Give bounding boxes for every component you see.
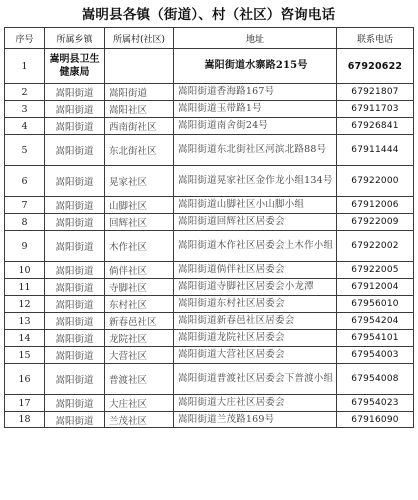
row-address: 嵩阳街道东北街社区河滨北路88号 [174,135,337,166]
row-number: 11 [5,279,45,296]
header-no: 序号 [5,28,45,49]
row-phone: 67916090 [337,412,414,428]
row-town: 嵩阳街道 [45,231,105,262]
row-address: 嵩阳街道新春邑社区居委会 [174,313,337,330]
table-row [5,166,414,197]
header-address: 地址 [174,28,337,49]
row-village: 大庄社区 [105,395,174,412]
row-village: 嵩阳社区 [105,101,174,118]
row-village: 晃家社区 [105,166,174,197]
header-phone: 联系电话 [337,28,414,49]
table-row [5,231,414,262]
row-town: 嵩阳街道 [45,364,105,395]
row-phone: 67954023 [337,395,414,412]
row-number: 1 [5,49,45,84]
row-number: 16 [5,364,45,395]
row-village: 东村社区 [105,296,174,313]
row-village: 山脚社区 [105,197,174,214]
table-row [5,197,414,214]
row-town: 嵩阳街道 [45,166,105,197]
row-phone: 67912006 [337,197,414,214]
row-phone: 67911703 [337,101,414,118]
table-row [5,296,414,313]
table-row [5,101,414,118]
row-village: 西南街社区 [105,118,174,135]
row-address: 嵩阳街道普渡社区居委会下普渡小组 [174,364,337,395]
table-header-row [5,28,414,49]
document-title: 嵩明县各镇（街道）、村（社区）咨询电话 [81,7,336,23]
row-number: 18 [5,412,45,428]
row-number: 6 [5,166,45,197]
contact-table [4,27,414,428]
row-town: 嵩阳街道 [45,197,105,214]
row-town: 嵩阳街道 [45,84,105,101]
row-phone: 67926841 [337,118,414,135]
row-number: 9 [5,231,45,262]
row-phone: 67954204 [337,313,414,330]
row-town: 嵩阳街道 [45,135,105,166]
row-phone: 67922005 [337,262,414,279]
row-address: 嵩阳街道大营社区居委会 [174,347,337,364]
table-row [5,330,414,347]
row-village: 龙院社区 [105,330,174,347]
row-phone: 67912004 [337,279,414,296]
row-phone: 67954008 [337,364,414,395]
row-number: 3 [5,101,45,118]
table-row [5,135,414,166]
table-row [5,412,414,428]
row-number: 7 [5,197,45,214]
row-town: 嵩阳街道 [45,214,105,231]
row-address: 嵩阳街道玉带路1号 [174,101,337,118]
table-row [5,395,414,412]
row-number: 8 [5,214,45,231]
row-phone: 67954101 [337,330,414,347]
row-village: 普渡社区 [105,364,174,395]
row-address: 嵩阳街道兰茂路169号 [174,412,337,428]
row-phone: 67922009 [337,214,414,231]
table-row [5,313,414,330]
row-phone: 67921807 [337,84,414,101]
row-address: 嵩阳街道寺脚社区居委会小龙潭 [174,279,337,296]
row-number: 13 [5,313,45,330]
row-village: 寺脚社区 [105,279,174,296]
row-town: 嵩阳街道 [45,118,105,135]
row-address: 嵩阳街道回辉社区居委会 [174,214,337,231]
table-row [5,347,414,364]
row-village: 新春邑社区 [105,313,174,330]
row-phone: 67922002 [337,231,414,262]
row-town: 嵩阳街道 [45,296,105,313]
row-village: 大营社区 [105,347,174,364]
row-number: 17 [5,395,45,412]
row-town: 嵩阳街道 [45,313,105,330]
row-number: 12 [5,296,45,313]
row-town: 嵩阳街道 [45,279,105,296]
table-row [5,214,414,231]
table-row [5,279,414,296]
row-address: 嵩阳街道龙院社区居委会 [174,330,337,347]
row-number: 15 [5,347,45,364]
row-phone: 67922000 [337,166,414,197]
row-village: 回辉社区 [105,214,174,231]
table-row [5,262,414,279]
row-town: 嵩阳街道 [45,395,105,412]
row-number: 10 [5,262,45,279]
row-address: 嵩阳街道东村社区居委会 [174,296,337,313]
table-row [5,364,414,395]
row-town: 嵩明县卫生健康局 [45,49,105,84]
row-phone: 67920622 [337,49,414,84]
row-town: 嵩阳街道 [45,412,105,428]
row-address: 嵩阳街道倘伴社区居委会 [174,262,337,279]
row-address: 嵩阳街道南舍街24号 [174,118,337,135]
row-phone: 67956010 [337,296,414,313]
row-phone: 67911444 [337,135,414,166]
table-body [5,49,414,428]
header-village: 所属村(社区) [105,28,174,49]
row-number: 4 [5,118,45,135]
row-address: 嵩阳街道水寨路215号 [174,49,337,84]
row-town: 嵩阳街道 [45,347,105,364]
table-row [5,49,414,84]
row-village: 兰茂社区 [105,412,174,428]
row-village: 倘伴社区 [105,262,174,279]
table-row [5,84,414,101]
row-number: 2 [5,84,45,101]
row-village: 东北街社区 [105,135,174,166]
row-village [105,49,174,84]
header-town: 所属乡镇 [45,28,105,49]
row-phone: 67954003 [337,347,414,364]
row-address: 嵩阳街道晃家社区金作龙小组134号 [174,166,337,197]
row-town: 嵩阳街道 [45,330,105,347]
row-address: 嵩阳街道大庄社区居委会 [174,395,337,412]
row-village: 嵩阳街道 [105,84,174,101]
row-address: 嵩阳街道木作社区居委会上木作小组 [174,231,337,262]
row-town: 嵩阳街道 [45,262,105,279]
row-number: 5 [5,135,45,166]
row-number: 14 [5,330,45,347]
table-row [5,118,414,135]
row-town: 嵩阳街道 [45,101,105,118]
row-address: 嵩阳街道山脚社区小山脚小组 [174,197,337,214]
row-address: 嵩阳街道香海路167号 [174,84,337,101]
row-village: 木作社区 [105,231,174,262]
